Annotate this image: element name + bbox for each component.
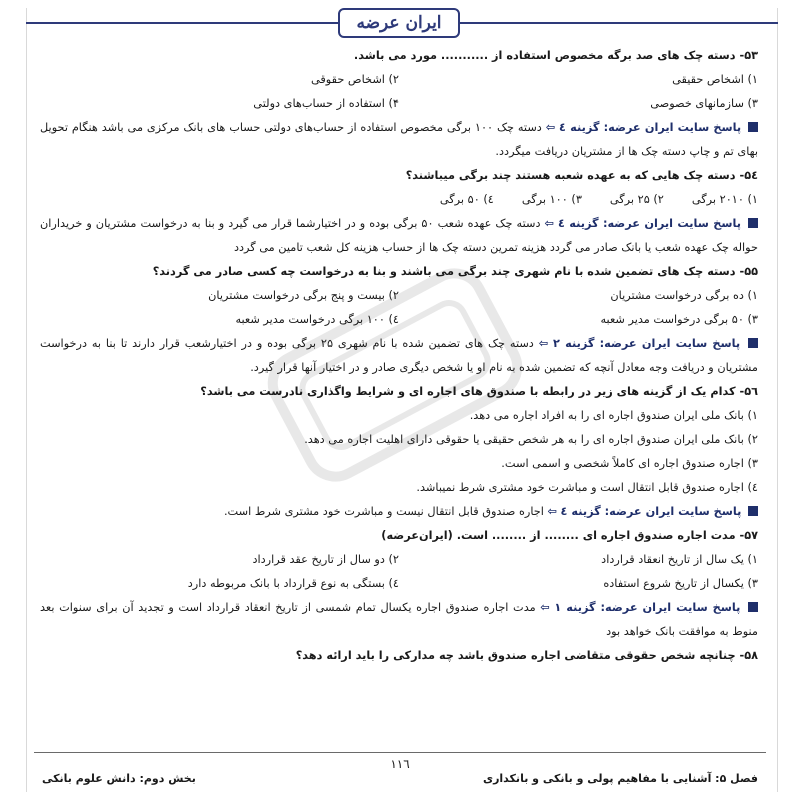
question-title: ۵٦- کدام یک از گزینه های زیر در رابطه با صندوق های اجاره ای و شرایط واگذاری نادرست می باشد؟ xyxy=(200,385,758,398)
option: ٤) ۱۰۰ برگی درخواست مدیر شعبه xyxy=(235,313,399,326)
options-list xyxy=(40,188,758,212)
question-56 xyxy=(40,380,758,524)
option: ۲) ۲۵ برگی xyxy=(609,193,664,206)
options-list xyxy=(40,284,758,332)
answer-block xyxy=(40,332,758,380)
option: ۳) سازمانهای خصوصی xyxy=(650,97,758,110)
checkbox-icon xyxy=(748,338,758,348)
answer-block xyxy=(40,500,758,524)
question-58 xyxy=(40,644,758,668)
option: ۴) استفاده از حساب‌های دولتی xyxy=(253,97,399,110)
answer-block xyxy=(40,116,758,164)
answer-label: پاسخ سایت ایران عرضه: گزینه ٤ xyxy=(559,121,742,134)
question-53 xyxy=(40,44,758,164)
site-logo: ایران عرضه xyxy=(338,8,460,38)
arrow-left-icon: ⇦ xyxy=(545,121,556,134)
option: ۲) بیست و پنج برگی درخواست مشتریان xyxy=(208,289,399,302)
option: ۱) ۲۰۱۰ برگی xyxy=(691,193,758,206)
option: ۱) ده برگی درخواست مشتریان xyxy=(610,289,758,302)
option: ۳) ۱۰۰ برگی xyxy=(521,193,582,206)
checkbox-icon xyxy=(748,506,758,516)
option: ۱) اشخاص حقیقی xyxy=(672,73,758,86)
answer-label: پاسخ سایت ایران عرضه: گزینه ۲ xyxy=(553,337,741,350)
answer-text: دسته چک ۱۰۰ برگی مخصوص استفاده از حساب‌های دولتی حساب های بانک مرکزی می باشد هنگام تحویل بهای تم و چاپ دسته چک ها از مشتریان دریافت میگردد. xyxy=(40,121,758,158)
options-list xyxy=(40,548,758,596)
arrow-left-icon: ⇦ xyxy=(540,601,550,614)
option: ۳) یکسال از تاریخ شروع استفاده xyxy=(603,577,758,590)
question-55 xyxy=(40,260,758,380)
option: ۱) یک سال از تاریخ انعقاد قرارداد xyxy=(601,553,758,566)
question-title: ۵۸- چنانچه شخص حقوقی متقاضی اجاره صندوق باشد چه مدارکی را باید ارائه دهد؟ xyxy=(295,649,758,662)
question-title: ۵۵- دسته چک های تضمین شده با نام شهری چند برگی می باشند و بنا به درخواست چه کسی صادر می گردند؟ xyxy=(152,265,758,278)
question-title: ۵٤- دسته چک هایی که به عهده شعبه هستند چند برگی میباشند؟ xyxy=(405,169,758,182)
checkbox-icon xyxy=(748,602,758,612)
option: ٤) بستگی به نوع قرارداد با بانک مربوطه دارد xyxy=(187,577,399,590)
answer-text: اجاره صندوق قابل انتقال نیست و مباشرت خود مشتری شرط است. xyxy=(223,505,544,518)
answer-text: مدت اجاره صندوق اجاره یکسال تمام شمسی از تاریخ انعقاد قرارداد است و تجدید آن برای سنوات بعد منوط به موافقت بانک خواهد بود xyxy=(40,601,758,638)
option: ۱) بانک ملی ایران صندوق اجاره ای را به افراد اجاره می دهد. xyxy=(469,409,758,422)
page-number: ۱۱٦ xyxy=(390,757,410,771)
option: ۲) دو سال از تاریخ عقد قرارداد xyxy=(252,553,399,566)
arrow-left-icon: ⇦ xyxy=(538,337,549,350)
answer-text: دسته چک های تضمین شده با نام شهری ۲۵ برگی بوده و در اختیارشعب قرار دارند تا بنا به درخواست مشتریان و دریافت وجه معادل آنچه که تضمین شده به نام او یا شخص دیگری صادر و در اختیار آنها قرار گیرد. xyxy=(40,337,758,374)
option: ۲) اشخاص حقوقی xyxy=(310,73,399,86)
option: ٤) اجاره صندوق قابل انتقال است و مباشرت خود مشتری شرط نمیباشد. xyxy=(416,481,758,494)
option: ۳) اجاره صندوق اجاره ای کاملاً شخصی و اسمی است. xyxy=(501,457,758,470)
answer-block xyxy=(40,596,758,644)
questions-content xyxy=(40,44,758,668)
question-57 xyxy=(40,524,758,644)
question-title: ۵۳- دسته چک های صد برگه مخصوص استفاده از ........... مورد می باشد. xyxy=(353,49,758,62)
answer-label: پاسخ سایت ایران عرضه: گزینه ٤ xyxy=(560,505,742,518)
footer-rule xyxy=(34,752,766,753)
arrow-left-icon: ⇦ xyxy=(547,505,557,518)
checkbox-icon xyxy=(748,122,758,132)
option: ٤) ۵۰ برگی xyxy=(439,193,494,206)
option: ۲) بانک ملی ایران صندوق اجاره ای را به هر شخص حقیقی یا حقوقی دارای اهلیت اجاره می دهد. xyxy=(304,433,758,446)
question-title: ۵۷- مدت اجاره صندوق اجاره ای ........ از ........ است. (ایران‌عرضه) xyxy=(381,529,758,542)
answer-text: دسته چک عهده شعب ۵۰ برگی بوده و در اختیارشما قرار می گیرد و بنا به درخواست مشتریان و خریداران حواله چک عهده شعب یا بانک صادر می گردد هزینه تمرین دسته چک ها از حساب هزینه کل شعب تامین می گردد xyxy=(40,217,758,254)
section-title: بخش دوم: دانش علوم بانکی xyxy=(42,772,196,785)
arrow-left-icon: ⇦ xyxy=(544,217,554,230)
answer-block xyxy=(40,212,758,260)
options-list xyxy=(40,68,758,116)
chapter-title: فصل ۵: آشنایی با مفاهیم پولی و بانکی و بانکداری xyxy=(483,772,758,785)
checkbox-icon xyxy=(748,218,758,228)
question-54 xyxy=(40,164,758,260)
option: ۳) ۵۰ برگی درخواست مدیر شعبه xyxy=(600,313,758,326)
answer-label: پاسخ سایت ایران عرضه: گزینه ٤ xyxy=(558,217,741,230)
answer-label: پاسخ سایت ایران عرضه: گزینه ۱ xyxy=(554,601,741,614)
